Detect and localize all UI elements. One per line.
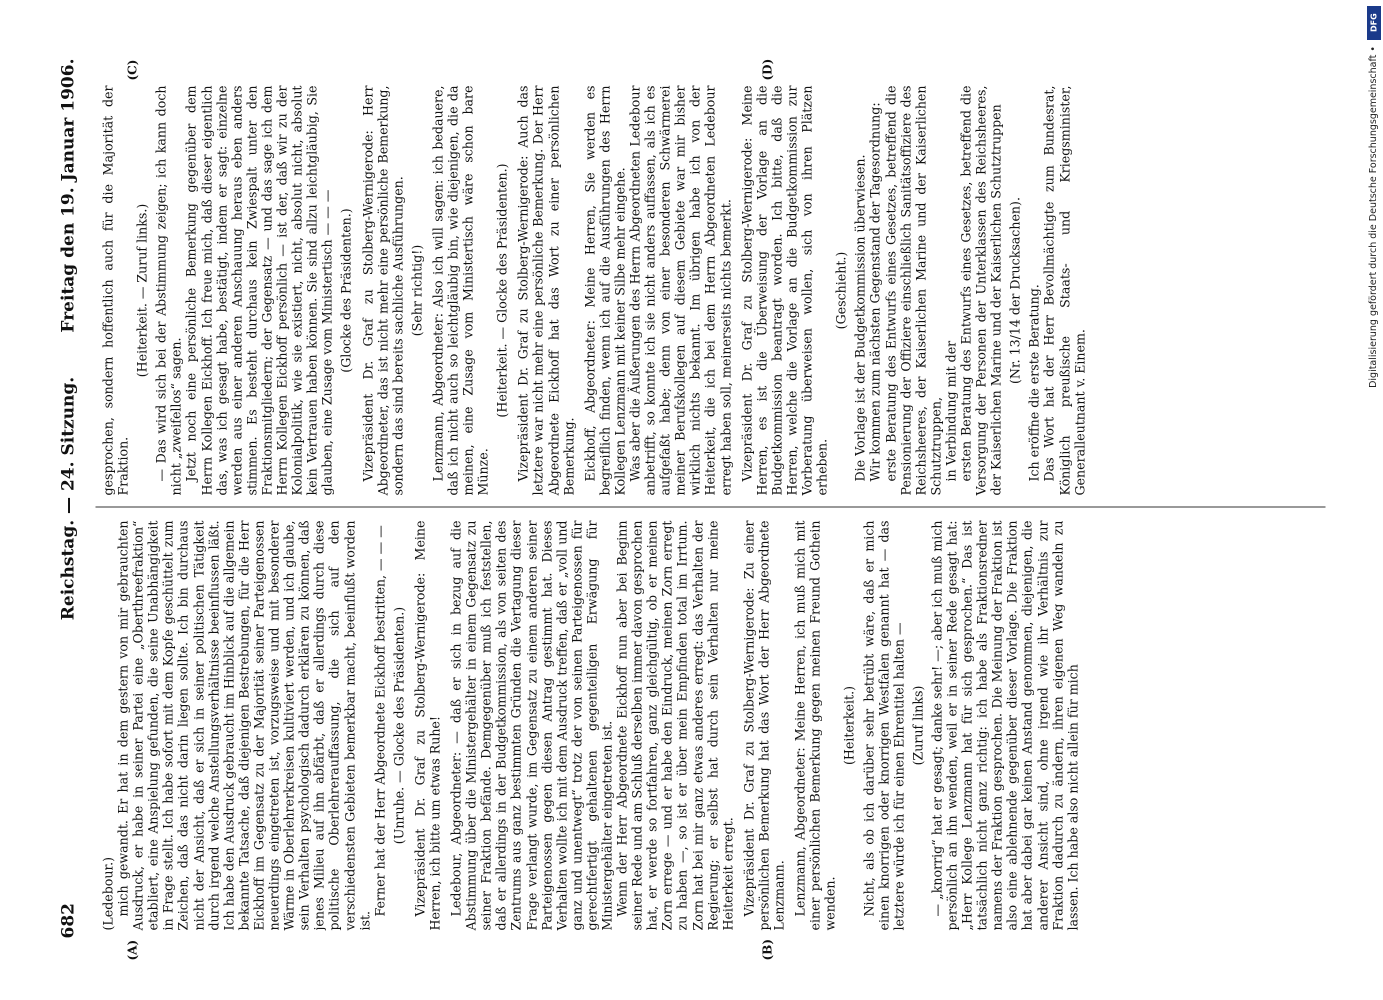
paragraph: mich gewandt. Er hat in dem gestern von mir gebrauchten Ausdruck, er habe in seiner Partei eine „Oberthreefraktion“ etabliert, eine Anspielung gefunden, die seine Unabhängigkeit in Frage stellt. Ich habe sofort mit dem Kopfe geschüttelt zum Zeichen, daß das nicht darin liegen sollte. Ich bin durchaus nicht der Ansicht, daß er sich in seiner politischen Tätigkeit durch irgend welche Anstellungsverhältnisse beeinflussen läßt. Ich habe den Ausdruck gebraucht im Hinblick auf die allgemein bekannte Tatsache, daß diejenigen Bestrebungen, für die Herr Eickhoff im Gegensatz zu der Majorität seiner Parteigenossen neuerdings eingetreten ist, vorzugsweise und mit besonderer Wärme in Oberlehrerkreisen kultiviert werden, und ich glaube, sein Verhalten psychologisch dadurch erklären zu können, daß jenes Milieu auf ihn abfärbt, daß er allerdings durch diese politische Oberlehrerauffassung, die sich auf den verschiedensten Gebieten bemerkbar macht, beeinflußt worden ist. bbox=[115, 520, 372, 930]
right-column bbox=[100, 85, 1350, 495]
paragraph: (Heiterkeit.) bbox=[841, 685, 857, 765]
paragraph: Vizepräsident Dr. Graf zu Stolberg-Wernigerode: Auch das letztere war nicht mehr eine persönliche Bemerkung. Der Herr Abgeordnete Eickhoff hat das Wort zu einer persönlichen Bemerkung. bbox=[515, 85, 576, 495]
paragraph: (Glocke des Präsidenten.) bbox=[338, 207, 354, 373]
paragraph: in Verbindung mit der bbox=[942, 340, 958, 481]
paragraph: Vizepräsident Dr. Graf zu Stolberg-Wernigerode: Meine Herren, es ist die Überweisung der Vorlage an die Budgetkommission beantragt worden. Ich bitte, daß die Herren, welche die Vorlage an die Budgetkommission zur Vorberatung überweisen wollen, sich von ihren Plätzen erheben. bbox=[738, 85, 830, 495]
column-divider bbox=[95, 506, 1325, 507]
paragraph: Lenzmann, Abgeordneter: Meine Herren, ich muß mich mit einer persönlichen Bemerkung gegen meinen Freund Gothein wenden. bbox=[792, 520, 838, 930]
paragraph: Nicht, als ob ich darüber sehr betrübt wäre, daß er mich einen knorrigen oder knorrigen Westfalen genannt hat — das letztere würde ich für einen Ehrentitel halten — bbox=[860, 520, 906, 930]
paragraph: Ferner hat der Herr Abgeordnete Eickhoff bestritten, — — — bbox=[371, 524, 387, 916]
paragraph: Vizepräsident Dr. Graf zu Stolberg-Wernigerode: Herr Abgeordneter, das ist nicht mehr eine persönliche Bemerkung, sondern das sind bereits sachliche Ausführungen. bbox=[359, 85, 405, 495]
paragraph: (Sehr richtig!) bbox=[408, 244, 424, 336]
paragraph: gesprochen, sondern hoffentlich auch für die Majorität der Fraktion. bbox=[100, 85, 131, 495]
paragraph: — „knorrig“ hat er gesagt; danke sehr! —; aber ich muß mich persönlich an ihn wenden, weil er in seiner Rede gesagt hat: „Herr Kollege Lenzmann hat für sich gesprochen.“ Das ist tatsächlich nicht ganz richtig: ich habe als Fraktionsredner namens der Fraktion gesprochen. Die Meinung der Fraktion ist also eine ablehnende gegenüber dieser Vorlage. Die Fraktion hat aber dabei gar keinen Anstand genommen, diejenigen, die anderer Ansicht sind, ohne irgend wie ihr Verhältnis zur Fraktion dadurch zu ändern, ihren eigenen Weg wandeln zu lassen. Ich habe also nicht allein für mich bbox=[928, 520, 1080, 930]
paragraph: (Heiterkeit. — Glocke des Präsidenten.) bbox=[494, 162, 510, 418]
paragraph: Jetzt noch eine persönliche Bemerkung gegenüber dem Herrn Kollegen Eickhoff. Ich freue mich, daß dieser eigentlich das, was ich gesagt habe, bestätigt, indem er sagt: einzelne werden aus einer anderen Anschauung heraus eben anders stimmen. Es besteht durchaus kein Zwiespalt unter den Fraktionsmitgliedern; der Gegensatz — und das sage ich dem Herrn Kollegen Eickhoff persönlich — ist der, daß wir zu der Kolonialpolitik, wie sie existiert, nicht, absolut nicht, absolut kein Vertrauen haben können. Sie sind allzu leichtgläubig, Sie glauben, eine Zusage vom Ministertisch — — — bbox=[183, 85, 335, 495]
paragraph: Eickhoff, Abgeordneter: Meine Herren, Sie werden es begreiflich finden, wenn ich auf die Ausführungen des Herrn Kollegen Lenzmann mit keiner Silbe mehr eingehe. bbox=[581, 85, 627, 495]
paragraph: Das Wort hat der Herr Bevollmächtigte zum Bundesrat, Königlich preußische Staats- und Kriegsminister, Generalleutnant v. Einem. bbox=[1041, 85, 1087, 495]
paragraph: erste Beratung des Entwurfs eines Gesetzes, betreffend die Pensionierung der Offiziere einschließlich Sanitätsoffiziere des Reichsheeres, der Kaiserlichen Marine und der Kaiserlichen Schutztruppen, bbox=[882, 85, 943, 495]
margin-mark-c: (C) bbox=[125, 59, 139, 80]
margin-mark-b: (B) bbox=[760, 938, 774, 960]
paragraph: Wir kommen zum nächsten Gegenstand der Tagesordnung: bbox=[867, 101, 883, 481]
page-number: 682 bbox=[58, 902, 78, 938]
paragraph: Wenn der Herr Abgeordnete Eickhoff nun aber bei Beginn seiner Rede und am Schluß derselben immer davon gesprochen hat, er werde so fortfahren, ganz gleichgültig, ob er meinen Zorn errege — und er habe den Eindruck, meinen Zorn erregt zu haben —, so ist er über mein Empfinden total im Irrtum. Zorn hat bei mir ganz etwas anderes erregt: das Verhalten der Regierung; er selbst hat durch sein Verhalten nur meine Heiterkeit erregt. bbox=[614, 520, 735, 930]
paragraph: Was aber die Äußerungen des Herrn Abgeordneten Ledebour anbetrifft, so konnte ich sie nicht anders auffassen, als ich es aufgefaßt habe; denn von einer besonderen Schwärmerei meiner Berufskollegen auf diesem Gebiete war mir bisher wirklich nichts bekannt. Im übrigen habe ich von der Heiterkeit, die ich bei dem Herrn Abgeordneten Ledebour erregt haben soll, meinerseits nichts bemerkt. bbox=[627, 85, 733, 495]
paragraph: Ich eröffne die erste Beratung. bbox=[1026, 283, 1042, 481]
paragraph: (Unruhe. — Glocke des Präsidenten.) bbox=[390, 606, 406, 844]
margin-mark-d: (D) bbox=[760, 58, 774, 80]
paragraph: (Geschieht.) bbox=[833, 251, 849, 329]
paragraph: — Das wird sich bei der Abstimmung zeigen; ich kann doch nicht „zweifellos“ sagen. bbox=[153, 85, 184, 495]
paragraph: Vizepräsident Dr. Graf zu Stolberg-Wernigerode: Meine Herren, ich bitte um etwas Ruhe! bbox=[411, 520, 442, 930]
paragraph: Vizepräsident Dr. Graf zu Stolberg-Wernigerode: Zu einer persönlichen Bemerkung hat das Wort der Herr Abgeordnete Lenzmann. bbox=[740, 520, 787, 930]
paragraph: Lenzmann, Abgeordneter: Also ich will sagen: ich bedauere, daß ich nicht auch so leichtgläubig bin, wie diejenigen, die da meinen, eine Zusage vom Ministertisch wäre schon bare Münze. bbox=[429, 85, 491, 495]
digitization-credit: Digitalisierung gefördert durch die Deutsche Forschungsgemeinschaft • bbox=[1368, 46, 1379, 388]
page-date: Freitag den 19. Januar 1906. bbox=[58, 58, 78, 333]
paragraph: (Nr. 13/14 der Drucksachen). bbox=[1007, 196, 1023, 384]
page-header bbox=[58, 58, 88, 938]
dfg-logo: DFG bbox=[1367, 6, 1381, 40]
paragraph: (Zuruf links) bbox=[909, 685, 925, 765]
paragraph: ersten Beratung des Entwurfs eines Gesetzes, betreffend die Versorgung der Personen der Unterklassen des Reichsheeres, der Kaiserlichen Marine und der Kaiserlichen Schutztruppen bbox=[957, 85, 1004, 495]
paragraph: (Ledebour.) bbox=[100, 856, 115, 930]
paragraph: Die Vorlage ist der Budgetkommission überwiesen. bbox=[852, 154, 868, 481]
margin-mark-a: (A) bbox=[125, 939, 139, 960]
left-column bbox=[100, 520, 1350, 930]
paragraph: (Heiterkeit. — Zuruf links.) bbox=[134, 203, 150, 377]
paragraph: Ledebour, Abgeordneter: — daß er sich in bezug auf die Abstimmung über die Ministergehälter in einem Gegensatz zu seiner Fraktion befände. Demgegenüber muß ich feststellen, daß er allerdings in der Budgetkommission, als von seiten des Zentrums aus ganz bestimmten Gründen die Vertagung dieser Frage verlangt wurde, im Gegensatz zu einem anderen seiner Parteigenossen gegen diesen Antrag gestimmt hat. Dieses Verhalten wollte ich mit dem Ausdruck treffen, daß er „voll und ganz und unentwegt“ trotz der von seinen Parteigenossen für gerechtfertigt gehaltenen gegenteiligen Erwägung für Ministergehälter eingetreten ist. bbox=[448, 520, 614, 930]
page-title: Reichstag. — 24. Sitzung. bbox=[58, 376, 78, 620]
